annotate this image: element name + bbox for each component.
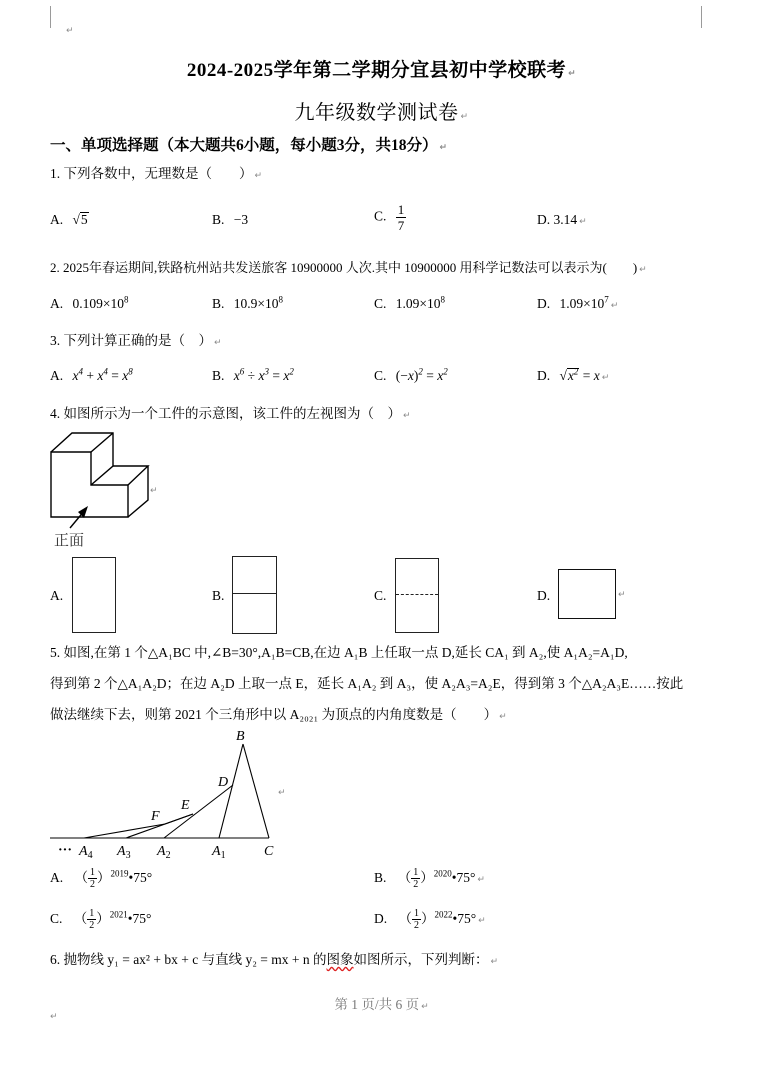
denominator: 7 bbox=[397, 218, 405, 233]
half-fraction bbox=[411, 867, 420, 890]
question-6-stem bbox=[50, 950, 498, 972]
q2-a-base: 0.109×10 bbox=[72, 296, 124, 311]
close-paren: ） bbox=[420, 870, 434, 885]
numerator: 1 bbox=[414, 908, 419, 920]
option-label: A. bbox=[50, 368, 64, 383]
paragraph-mark: ↵ bbox=[610, 301, 619, 311]
half-fraction bbox=[87, 908, 96, 931]
q5-option-b[interactable] bbox=[374, 866, 485, 890]
question-5-text-1: 5. 如图,在第 1 个△A₁BC 中,∠B=30°,A₁B=CB,在边 A₁B 上任取一点 D,延长 CA₁ 到 A₂,使 A₁A₂=A₁D, bbox=[50, 645, 628, 660]
segment-A1-B bbox=[219, 744, 243, 838]
label-E: E bbox=[181, 798, 190, 813]
half-fraction bbox=[88, 867, 97, 890]
edge bbox=[91, 433, 113, 452]
numerator: 1 bbox=[89, 908, 95, 920]
question-3-text: 3. 下列计算正确的是（ ） bbox=[50, 333, 212, 348]
label-F: F bbox=[151, 809, 160, 824]
label-A4: $A_4$ bbox=[79, 844, 93, 861]
label-D: D bbox=[218, 775, 229, 790]
label-ellipsis: ··· bbox=[58, 843, 73, 858]
paragraph-mark: ↵ bbox=[278, 788, 286, 798]
q1-option-a[interactable] bbox=[50, 212, 89, 228]
exponent: 2020 bbox=[433, 868, 452, 879]
question-4-stem bbox=[50, 404, 411, 426]
paragraph-mark: ↵ bbox=[490, 957, 499, 967]
question-1-text: 1. 下列各数中，无理数是（ ） bbox=[50, 166, 253, 181]
q1-a-value: 5 bbox=[80, 212, 88, 227]
denominator: 2 bbox=[413, 879, 419, 891]
sqrt-symbol: √ bbox=[72, 212, 80, 227]
numerator: 1 bbox=[413, 867, 419, 879]
exponent: 2019 bbox=[110, 868, 129, 879]
option-label: B. bbox=[212, 296, 225, 311]
paragraph-mark: ↵ bbox=[439, 143, 448, 153]
q1-option-c[interactable] bbox=[374, 202, 406, 233]
question-2-text: 2. 2025年春运期间,铁路杭州站共发送旅客 10900000 人次.其中 10900000 用科学记数法可以表示为( ) bbox=[50, 260, 638, 275]
label-A1: $A_1$ bbox=[212, 844, 226, 861]
option-label: D. bbox=[537, 368, 551, 383]
question-5-text-2: 得到第 2 个△A₁A₂D；在边 A₂D 上取一点 E，延长 A₁A₂ 到 A₃，使 A₂A₃=A₂E，得到第 3 个△A₂A₃E……按此 bbox=[50, 676, 684, 691]
q3-b-expression: $x^6 \div x^3 = x^2$ bbox=[233, 366, 294, 383]
q6-prefix: 6. 抛物线 bbox=[50, 952, 104, 967]
paragraph-mark: ↵ bbox=[618, 590, 626, 600]
page-footer bbox=[0, 993, 763, 1013]
q6-suffix-a: 的 bbox=[313, 952, 327, 967]
q6-suffix-b: 如图所示，下列判断： bbox=[353, 952, 489, 967]
crop-mark-left bbox=[50, 6, 51, 28]
q2-c-base: 1.09×10 bbox=[395, 296, 441, 311]
q3-option-b[interactable] bbox=[212, 368, 294, 384]
option-label: C. bbox=[374, 296, 387, 311]
page-number: 第 1 页/共 6 页 bbox=[334, 997, 420, 1012]
option-label: B. bbox=[374, 870, 387, 885]
q3-option-d[interactable] bbox=[537, 368, 609, 384]
denominator: 2 bbox=[414, 920, 419, 932]
spellcheck-underlined-word[interactable]: 图象 bbox=[326, 952, 354, 967]
q1-d-value: 3.14 bbox=[553, 212, 578, 227]
q3-option-a[interactable] bbox=[50, 368, 133, 384]
q5-triangle-figure bbox=[40, 725, 300, 865]
tail: •75° bbox=[127, 911, 152, 926]
question-2-stem bbox=[50, 258, 647, 280]
q2-option-d[interactable] bbox=[537, 296, 618, 312]
close-paren: ） bbox=[96, 911, 110, 926]
q3-d-expression: $√x^2 = x$ bbox=[559, 366, 600, 383]
exam-title bbox=[0, 55, 763, 82]
exam-title-text: 2024-2025学年第二学期分宜县初中学校联考 bbox=[186, 60, 567, 81]
exponent: 2021 bbox=[109, 909, 128, 920]
paragraph-mark: ↵ bbox=[478, 916, 486, 926]
exam-subtitle bbox=[0, 96, 763, 125]
step-top bbox=[113, 466, 148, 485]
q4-option-b-label[interactable]: B. bbox=[212, 588, 225, 603]
question-5-line-2 bbox=[50, 674, 683, 694]
paragraph-mark: ↵ bbox=[150, 486, 158, 496]
half-fraction bbox=[412, 908, 421, 931]
section-heading bbox=[50, 133, 447, 155]
label-A2: $A_2$ bbox=[157, 844, 171, 861]
crop-mark-right bbox=[701, 6, 702, 28]
q4-option-d-shape[interactable] bbox=[558, 569, 616, 619]
dashed-divider bbox=[396, 594, 438, 595]
option-label: A. bbox=[50, 212, 64, 227]
q4-option-a-shape[interactable] bbox=[72, 557, 116, 633]
paragraph-mark: ↵ bbox=[477, 875, 485, 885]
option-label: A. bbox=[50, 296, 64, 311]
q2-c-exp: 8 bbox=[440, 294, 446, 305]
exam-subtitle-text: 九年级数学测试卷 bbox=[294, 102, 459, 124]
q3-c-expression: $(-x)^2 = x^2$ bbox=[395, 366, 448, 383]
q2-b-base: 10.9×10 bbox=[233, 296, 279, 311]
q2-d-exp: 7 bbox=[604, 294, 609, 305]
paragraph-mark: ↵ bbox=[421, 1002, 429, 1012]
right-face bbox=[128, 466, 148, 517]
q1-b-value: −3 bbox=[233, 212, 249, 227]
segment-B-C bbox=[243, 744, 269, 838]
option-label: C. bbox=[50, 911, 63, 926]
tail: •75° bbox=[128, 870, 153, 885]
denominator: 2 bbox=[90, 879, 95, 891]
paragraph-mark: ↵ bbox=[214, 338, 222, 348]
paragraph-mark: ↵ bbox=[499, 712, 507, 722]
front-caption: 正面 bbox=[54, 533, 85, 549]
paragraph-mark: ↵ bbox=[568, 69, 577, 79]
paragraph-mark: ↵ bbox=[50, 1012, 58, 1022]
q2-a-exp: 8 bbox=[124, 294, 129, 305]
option-label: C. bbox=[374, 368, 387, 383]
paragraph-mark: ↵ bbox=[66, 26, 74, 36]
paragraph-mark: ↵ bbox=[460, 112, 469, 122]
q6-parabola-equation: y₁ = ax² + bx + c bbox=[107, 952, 199, 967]
front-face bbox=[51, 452, 128, 517]
segment-A2-D bbox=[164, 785, 233, 838]
q2-option-b[interactable] bbox=[212, 296, 283, 312]
paragraph-mark: ↵ bbox=[579, 217, 587, 227]
close-paren: ） bbox=[97, 870, 111, 885]
option-label: D. bbox=[537, 296, 551, 311]
segment-A4-F bbox=[84, 824, 165, 838]
q4-option-c-label[interactable]: C. bbox=[374, 588, 387, 603]
q5-option-c[interactable] bbox=[50, 907, 151, 931]
close-paren: ） bbox=[421, 911, 435, 926]
denominator: 2 bbox=[89, 920, 95, 932]
option-label: A. bbox=[50, 870, 64, 885]
option-label: D. bbox=[374, 911, 388, 926]
q2-b-exp: 8 bbox=[278, 294, 284, 305]
q4-option-b-shape[interactable] bbox=[232, 556, 277, 634]
question-3-stem bbox=[50, 331, 222, 353]
q2-option-c[interactable] bbox=[374, 296, 445, 312]
paragraph-mark: ↵ bbox=[403, 411, 411, 421]
paragraph-mark: ↵ bbox=[601, 373, 610, 383]
question-4-text: 4. 如图所示为一个工件的示意图，该工件的左视图为（ ） bbox=[50, 406, 401, 421]
q1-c-fraction bbox=[396, 202, 407, 233]
numerator: 1 bbox=[90, 867, 95, 879]
paragraph-mark: ↵ bbox=[639, 265, 647, 275]
open-paren: （ bbox=[398, 911, 412, 926]
question-1-stem bbox=[50, 164, 262, 186]
q3-a-expression: $x^4 + x^4 = x^8$ bbox=[72, 366, 133, 383]
q2-option-a[interactable] bbox=[50, 296, 129, 312]
option-label: C. bbox=[374, 208, 387, 224]
q2-d-base: 1.09×10 bbox=[559, 296, 605, 311]
q1-option-d[interactable] bbox=[537, 212, 587, 228]
q4-option-c-shape[interactable] bbox=[395, 558, 439, 633]
open-paren: （ bbox=[74, 870, 88, 885]
q6-line-equation: y₂ = mx + n bbox=[245, 952, 310, 967]
label-B: B bbox=[236, 729, 245, 744]
q4-option-d-label[interactable]: D. bbox=[537, 588, 551, 603]
q5-option-d[interactable] bbox=[374, 907, 486, 931]
solid-divider bbox=[233, 593, 276, 594]
option-label: B. bbox=[212, 212, 225, 227]
tail: •75° bbox=[451, 870, 476, 885]
q5-option-a[interactable] bbox=[50, 866, 152, 890]
option-label: D. bbox=[537, 212, 551, 227]
label-A3: $A_3$ bbox=[117, 844, 131, 861]
q1-option-b[interactable] bbox=[212, 212, 248, 228]
paragraph-mark: ↵ bbox=[254, 171, 263, 181]
option-label: B. bbox=[212, 368, 225, 383]
q3-option-c[interactable] bbox=[374, 368, 448, 384]
open-paren: （ bbox=[73, 911, 88, 926]
q6-mid: 与直线 bbox=[201, 952, 243, 967]
tail: •75° bbox=[452, 911, 477, 926]
section-heading-text: 一、单项选择题（本大题共6小题，每小题3分，共18分） bbox=[50, 137, 438, 154]
question-5-text-3: 做法继续下去，则第 2021 个三角形中以 A₂₀₂₁ 为顶点的内角度数是（ ） bbox=[50, 707, 498, 722]
question-5-line-1 bbox=[50, 643, 628, 663]
q4-workpiece-figure bbox=[40, 430, 160, 530]
open-paren: （ bbox=[397, 870, 412, 885]
question-5-line-3 bbox=[50, 705, 507, 727]
exponent: 2022 bbox=[434, 909, 453, 920]
numerator: 1 bbox=[397, 202, 405, 217]
label-C: C bbox=[264, 844, 274, 859]
q4-option-a-label[interactable]: A. bbox=[50, 588, 64, 603]
